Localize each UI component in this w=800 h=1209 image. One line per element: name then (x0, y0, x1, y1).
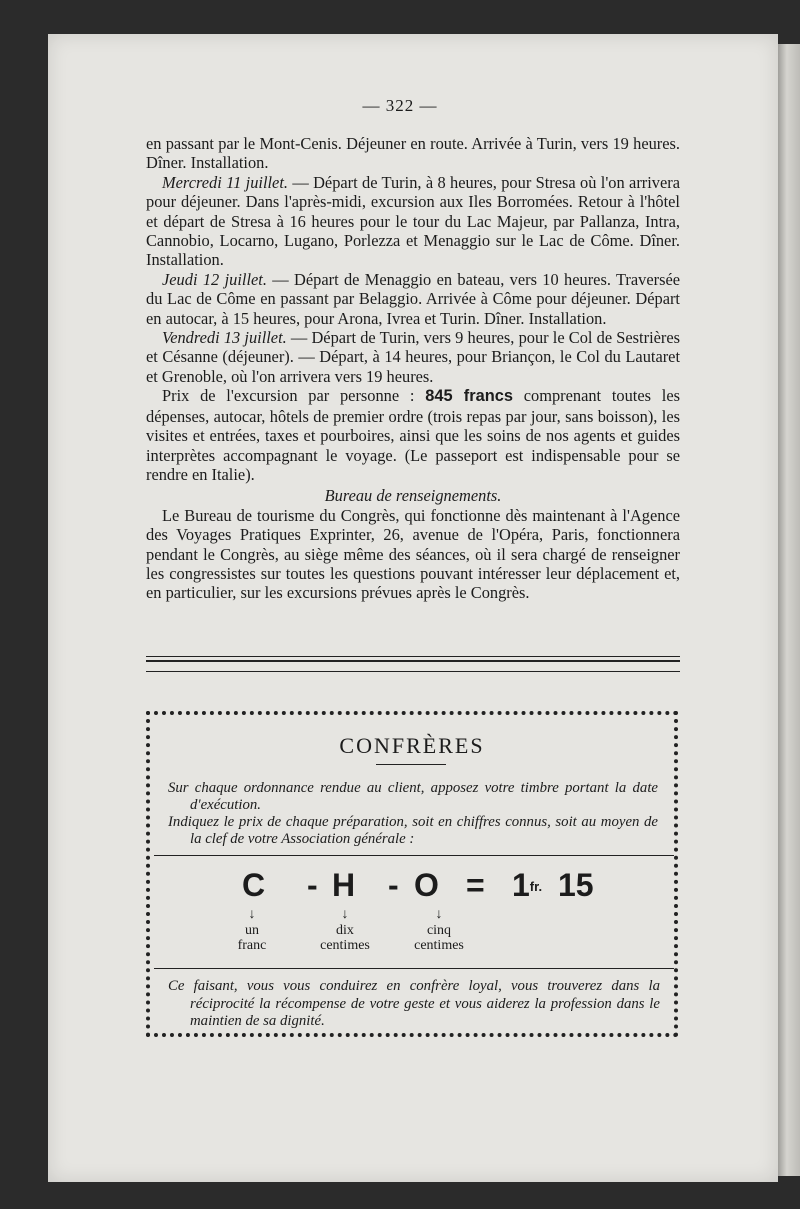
itinerary-day: Jeudi 12 juillet. (162, 269, 267, 289)
itinerary-day: Vendredi 13 juillet. (162, 328, 287, 348)
itinerary-paragraph (146, 134, 680, 173)
formula-amount: $1^{fr.}$ (512, 867, 543, 903)
itinerary-text: en passant par le Mont-Cenis. Déjeuner en route. Arrivée à Turin, vers 19 heures. Dîner. Installation. (146, 134, 680, 173)
ad-intro (168, 780, 658, 848)
arrow-down-icon: ↓ (435, 907, 443, 922)
itinerary-paragraph (146, 270, 680, 328)
arrow-down-icon: ↓ (248, 907, 256, 922)
itinerary-day: Mercredi 11 juillet. (162, 172, 288, 192)
formula-cents: 15 (558, 867, 594, 903)
price-before: Prix de l'excursion par personne : (162, 386, 426, 406)
price-after: comprenant toutes les dépenses, autocar, hôtels de premier ordre (trois repas par jour, sans boisson), les visites et entrées, taxes et pourboires, ainsi que les soins de nos agents et guides interprètes accompagnant le voyage. (Le passeport est indispensable pour se rendre en Italie). (146, 386, 680, 484)
formula-equals: = (466, 867, 485, 903)
gloss-franc: un franc (237, 923, 267, 953)
formula-unit: fr. (529, 879, 543, 894)
price-paragraph (146, 386, 680, 484)
formula-dash: - (307, 867, 318, 903)
formula-dash: - (388, 867, 399, 903)
ad-title: CONFRÈRES (339, 733, 485, 758)
price-amount: 845 francs (425, 387, 513, 406)
ad-instruction: Sur chaque ordonnance rendue au client, apposez votre timbre portant la date d'exécution. (168, 780, 658, 813)
itinerary-paragraph (146, 328, 680, 386)
formula-letter-c: C (242, 867, 266, 903)
formula-letter-h: H (332, 867, 356, 903)
page-edge (778, 44, 800, 1176)
itinerary-text: — Départ de Turin, à 8 heures, pour Stresa où l'on arrivera pour déjeuner. Dans l'après-midi, excursion aux Iles Borromées. Retour à l'hôtel et départ de Stresa à 16 heures pour le tour du Lac Majeur, par Pallanza, Intra, Cannobio, Locarno, Lugano, Porlezza et Menaggio sur le Lac de Côme. Dîner. Installation. (146, 172, 680, 270)
page-number: — 322 — (362, 96, 438, 115)
ad-title-underline (376, 764, 446, 765)
ad-instruction: Indiquez le prix de chaque préparation, soit en chiffres connus, soit au moyen de la clef de votre Association générale : (168, 814, 658, 847)
itinerary-paragraph (146, 173, 680, 270)
bureau-heading: Bureau de renseignements. (324, 486, 502, 506)
ad-divider (154, 968, 674, 969)
formula-letter-o: O (414, 867, 439, 903)
ad-divider (154, 855, 674, 856)
separator-rule (146, 656, 680, 657)
itinerary-text: — Départ de Menaggio en bateau, vers 10 heures. Traversée du Lac de Côme en passant par Belaggio. Arrivée à Côme pour déjeuner. Départ en autocar, à 15 heures, pour Arona, Ivrea et Turin. Dîner. Installation. (146, 269, 681, 328)
advertisement-box (146, 711, 678, 1037)
gloss-dix-centimes: dix centimes (320, 923, 370, 953)
separator-rule (146, 660, 680, 662)
bureau-paragraph: Le Bureau de tourisme du Congrès, qui fonctionne dès maintenant à l'Agence des Voyages Pratiques Exprinter, 26, avenue de l'Opéra, Paris, fonctionnera pendant le Congrès, au siège même des séances, où il sera chargé de renseigner les congressistes sur toutes les questions pouvant intéresser leur déplacement et, en particulier, sur les excursions prévues après le Congrès. (146, 505, 680, 603)
ad-closing-text: Ce faisant, vous vous conduirez en confrère loyal, vous trouverez dans la réciprocité la récompense de votre geste et vous aiderez la profession dans le maintien de sa dignité. (168, 978, 660, 1029)
main-text (146, 134, 680, 603)
itinerary-text: — Départ de Turin, vers 9 heures, pour le Col de Sestrières et Césanne (déjeuner). — Départ, à 14 heures, pour Briançon, le Col du Lautaret et Grenoble, où l'on arrivera vers 19 heures. (146, 328, 681, 386)
ad-outro (168, 978, 660, 1031)
gloss-cinq-centimes: cinq centimes (414, 923, 464, 953)
separator-rule (146, 671, 680, 672)
arrow-down-icon: ↓ (341, 907, 349, 922)
